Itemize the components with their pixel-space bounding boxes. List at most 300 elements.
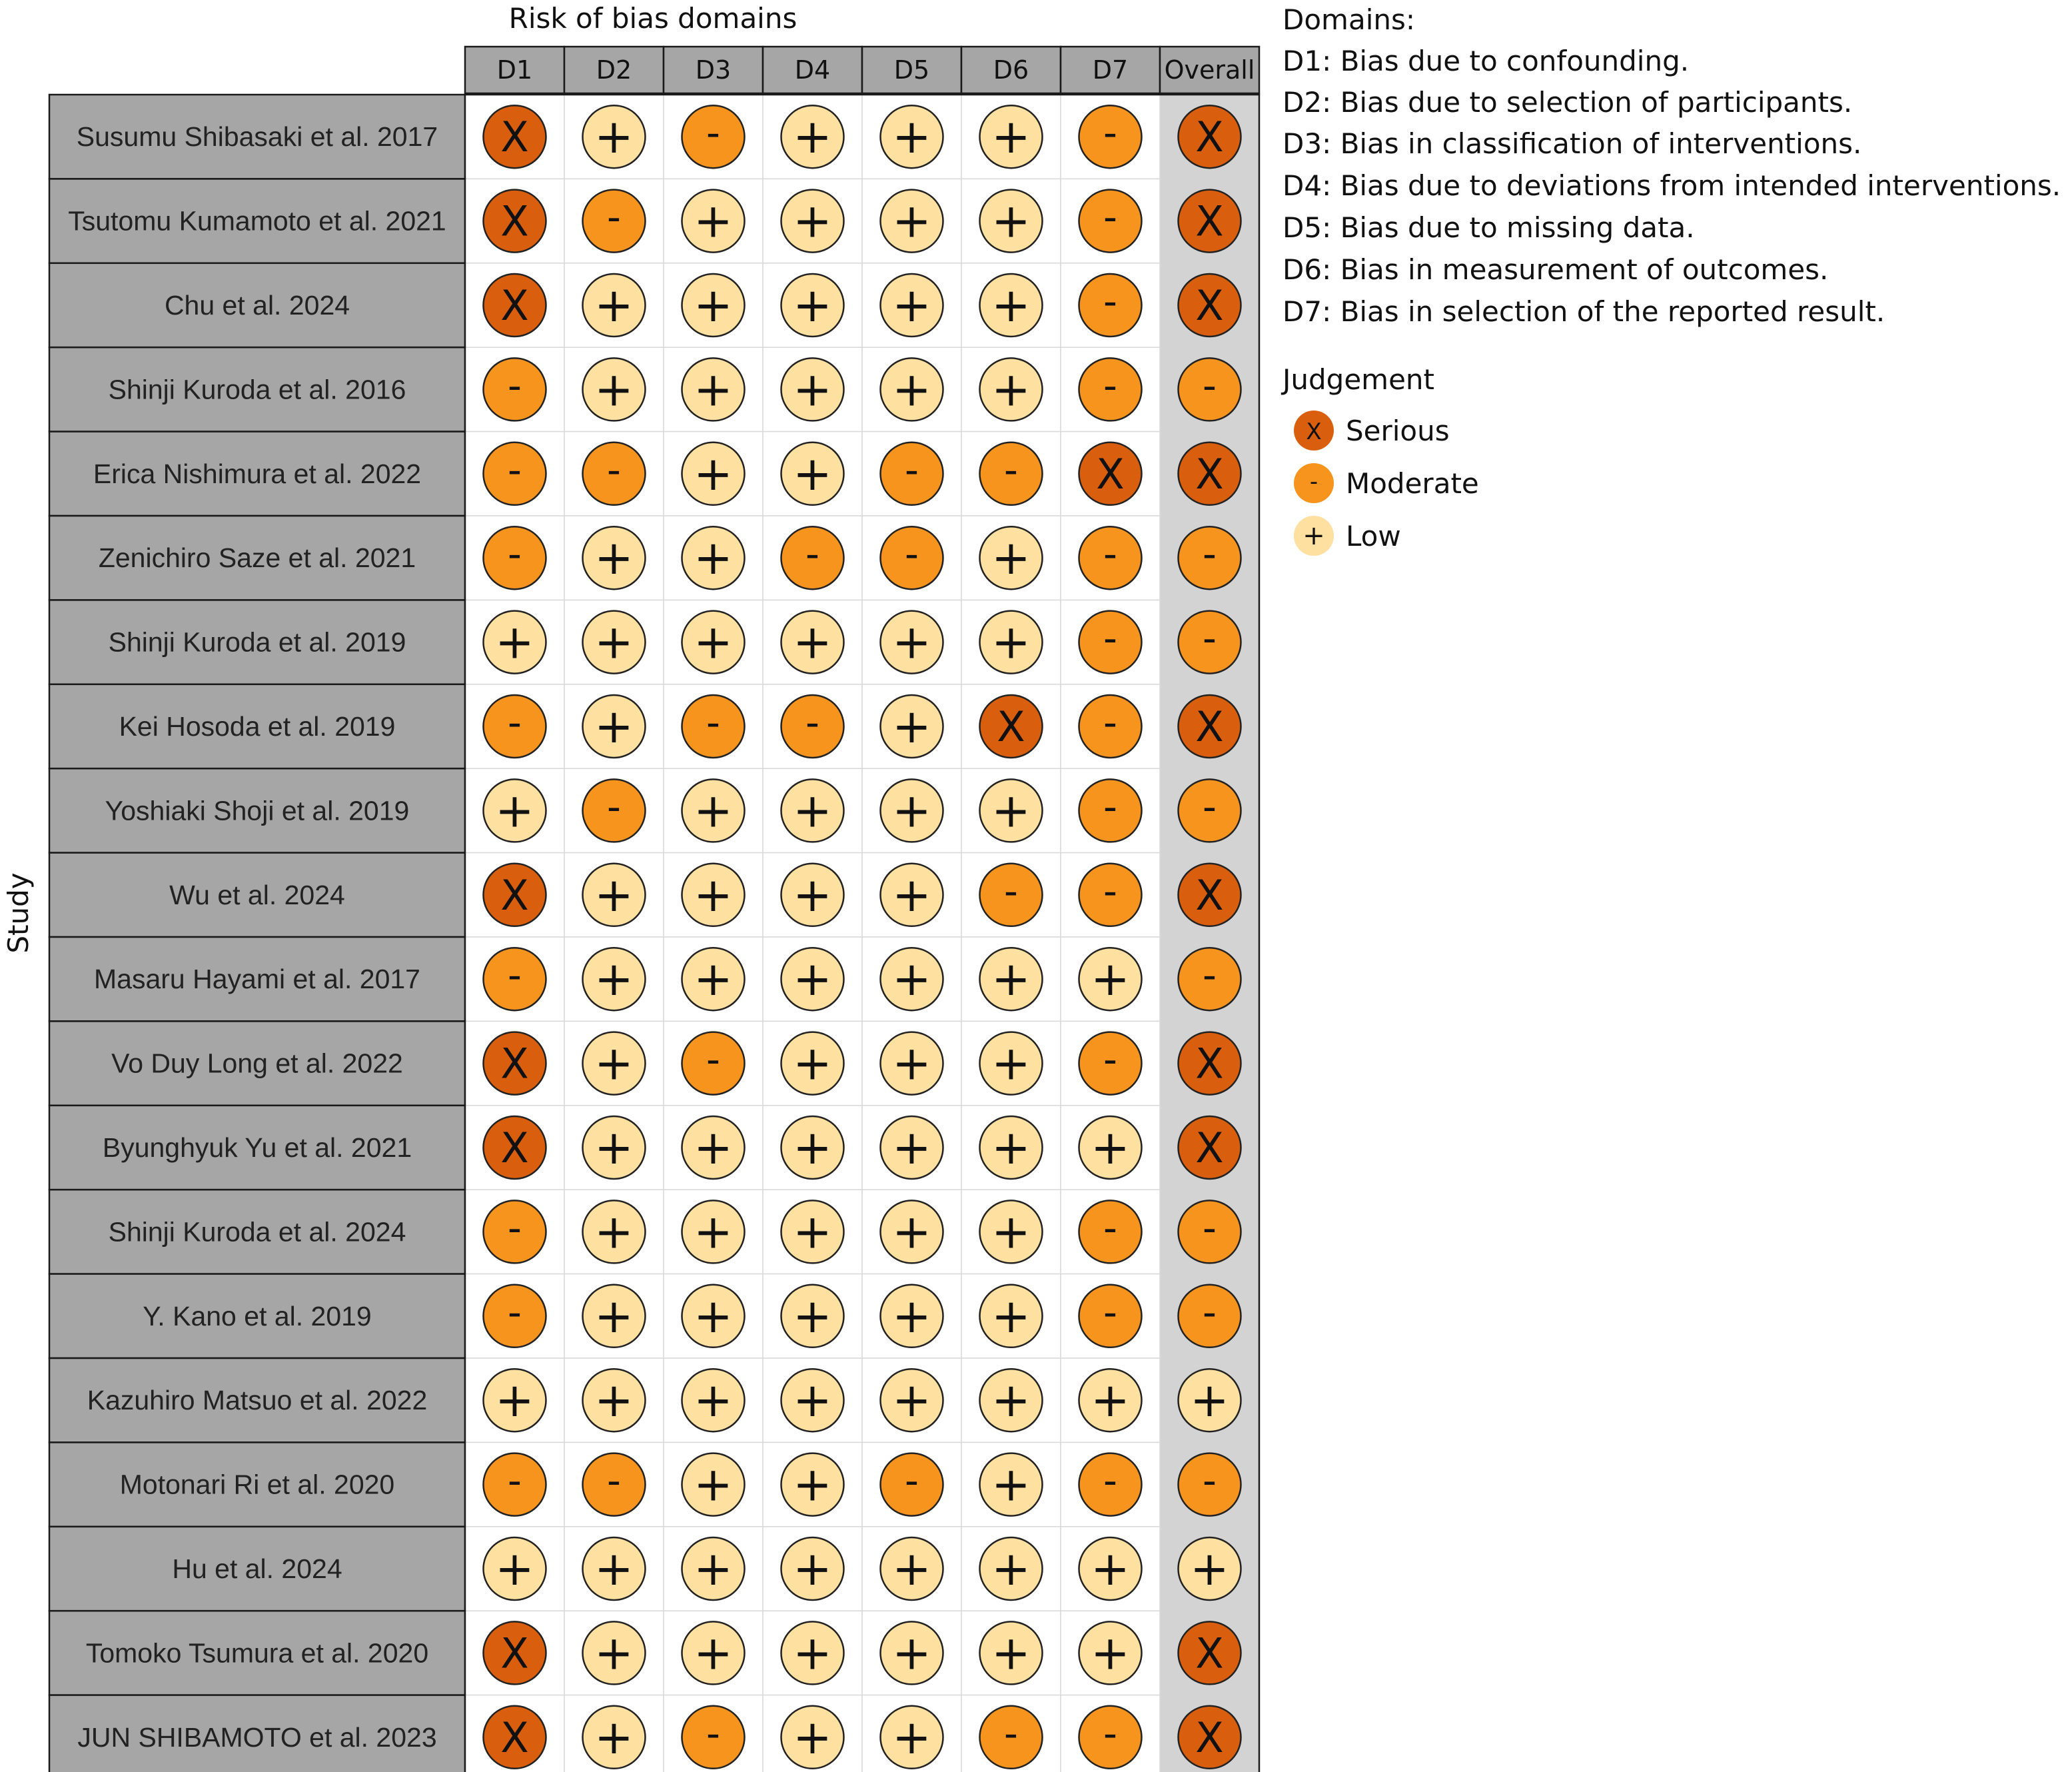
judgement-mark-low: [583, 274, 646, 337]
judgement-mark-low: [682, 1116, 745, 1179]
judgement-mark-low: [682, 1369, 745, 1431]
legend-label: Low: [1346, 520, 1401, 552]
judgement-mark-low: [881, 105, 943, 168]
overall-column-background: [1160, 95, 1259, 1772]
judgement-symbol: +: [892, 278, 931, 333]
judgement-symbol: X: [1195, 702, 1224, 751]
judgement-symbol: -: [1103, 1036, 1117, 1082]
judgement-symbol: -: [1103, 110, 1117, 156]
judgement-mark-moderate: [484, 443, 546, 505]
judgement-symbol: +: [594, 1373, 634, 1428]
judgement-symbol: X: [500, 870, 529, 920]
judgement-symbol: -: [706, 1036, 720, 1082]
judgement-mark-low: [682, 1453, 745, 1516]
judgement-symbol: +: [793, 1204, 832, 1260]
judgement-symbol: +: [991, 1541, 1031, 1596]
judgement-symbol: +: [793, 278, 832, 333]
judgement-symbol: +: [991, 362, 1031, 417]
judgement-mark-low: [682, 1200, 745, 1263]
judgement-mark-low: [881, 779, 943, 842]
judgement-mark-moderate: [1079, 1200, 1142, 1263]
judgement-mark-low: [980, 948, 1043, 1010]
judgement-mark-moderate: [881, 443, 943, 505]
judgement-symbol: +: [892, 1541, 931, 1596]
judgement-mark-low: [881, 864, 943, 926]
judgement-mark-serious: [980, 695, 1043, 758]
judgement-mark-low: [1079, 1537, 1142, 1600]
judgement-symbol: -: [1203, 784, 1217, 830]
judgement-mark-low: [682, 358, 745, 421]
judgement-mark-low: [781, 1116, 844, 1179]
judgement-symbol: +: [991, 1288, 1031, 1343]
judgement-symbol: +: [892, 109, 931, 165]
judgement-mark-moderate: [1179, 1285, 1241, 1347]
judgement-symbol: X: [997, 702, 1025, 751]
judgement-symbol: -: [905, 1457, 919, 1503]
domain-legend-item: D1: Bias due to confounding.: [1283, 45, 1690, 77]
judgement-symbol: +: [892, 1120, 931, 1175]
judgement-symbol: +: [991, 1204, 1031, 1260]
judgement-mark-low: [881, 948, 943, 1010]
judgement-symbol: +: [594, 1288, 634, 1343]
judgement-symbol: +: [991, 1036, 1031, 1091]
judgement-mark-serious: [484, 105, 546, 168]
column-header-d4: D4: [794, 55, 831, 85]
domains-legend-heading: Domains:: [1283, 3, 1416, 36]
judgement-mark-low: [980, 1285, 1043, 1347]
judgement-symbol: +: [793, 1625, 832, 1681]
judgement-mark-low: [980, 190, 1043, 253]
judgement-mark-low: [781, 443, 844, 505]
judgement-mark-low: [484, 1537, 546, 1600]
judgement-mark-moderate: [1079, 1032, 1142, 1095]
judgement-symbol: -: [1203, 615, 1217, 661]
judgement-mark-low: [781, 105, 844, 168]
judgement-symbol: +: [495, 783, 534, 838]
judgement-symbol: +: [1091, 1373, 1130, 1428]
judgement-mark-serious: [1179, 1116, 1241, 1179]
judgement-mark-low: [583, 948, 646, 1010]
judgement-symbol: +: [1091, 1625, 1130, 1681]
judgement-symbol: X: [500, 113, 529, 162]
study-label: Masaru Hayami et al. 2017: [94, 964, 420, 995]
judgement-mark-low: [583, 611, 646, 674]
judgement-symbol: -: [508, 446, 522, 492]
judgement-symbol: -: [1103, 531, 1117, 577]
judgement-mark-low: [682, 864, 745, 926]
judgement-symbol: -: [1103, 868, 1117, 914]
judgement-mark-serious: [1179, 1032, 1241, 1095]
judgement-mark-low: [484, 779, 546, 842]
study-label: Susumu Shibasaki et al. 2017: [76, 121, 438, 153]
judgement-symbol: -: [1103, 1205, 1117, 1251]
judgement-symbol: X: [1195, 1629, 1224, 1678]
judgement-mark-moderate: [881, 1453, 943, 1516]
judgement-symbol: +: [793, 952, 832, 1007]
judgement-symbol: X: [1195, 113, 1224, 162]
judgement-mark-moderate: [1079, 695, 1142, 758]
judgement-mark-low: [682, 1621, 745, 1684]
study-label: Byunghyuk Yu et al. 2021: [102, 1132, 412, 1163]
judgement-mark-low: [881, 1032, 943, 1095]
judgement-mark-low: [980, 1621, 1043, 1684]
study-label: Shinji Kuroda et al. 2016: [108, 374, 406, 405]
judgement-mark-low: [583, 526, 646, 589]
judgement-symbol: +: [892, 1036, 931, 1091]
judgement-symbol: -: [508, 1205, 522, 1251]
judgement-mark-serious: [1179, 274, 1241, 337]
judgement-mark-serious: [484, 274, 546, 337]
column-header-d2: D2: [596, 55, 632, 85]
judgement-mark-low: [583, 695, 646, 758]
judgement-symbol: +: [495, 1541, 534, 1596]
study-label: Tsutomu Kumamoto et al. 2021: [68, 205, 446, 237]
judgement-mark-low: [781, 1285, 844, 1347]
study-label: Hu et al. 2024: [172, 1553, 342, 1584]
judgement-mark-moderate: [1079, 274, 1142, 337]
judgement-mark-low: [980, 1116, 1043, 1179]
judgement-mark-low: [881, 1369, 943, 1431]
judgement-legend-item-moderate: [1294, 463, 1479, 503]
judgement-mark-serious: [1179, 105, 1241, 168]
judgement-symbol: -: [508, 952, 522, 998]
judgement-symbol: +: [793, 362, 832, 417]
judgement-symbol: +: [892, 193, 931, 249]
judgement-symbol: +: [793, 446, 832, 501]
study-label: Kazuhiro Matsuo et al. 2022: [87, 1385, 428, 1416]
legend-swatch-symbol: X: [1306, 419, 1322, 445]
judgement-symbol: X: [1195, 1039, 1224, 1088]
chart-title: Risk of bias domains: [508, 2, 797, 35]
judgement-legend-item-serious: [1294, 411, 1450, 450]
judgement-mark-serious: [484, 1116, 546, 1179]
judgement-symbol: +: [892, 867, 931, 922]
judgement-symbol: -: [1203, 1289, 1217, 1335]
judgement-symbol: -: [508, 700, 522, 745]
y-axis-label: Study: [2, 872, 35, 954]
judgement-symbol: +: [793, 614, 832, 670]
study-label: Chu et al. 2024: [164, 290, 350, 321]
judgement-mark-moderate: [1079, 611, 1142, 674]
judgement-symbol: -: [1103, 1289, 1117, 1335]
judgement-symbol: +: [594, 109, 634, 165]
judgement-mark-low: [980, 526, 1043, 589]
judgement-mark-low: [583, 358, 646, 421]
judgement-symbol: +: [892, 699, 931, 754]
study-label: Erica Nishimura et al. 2022: [93, 458, 422, 489]
judgement-mark-moderate: [1079, 105, 1142, 168]
judgement-mark-low: [881, 190, 943, 253]
judgement-mark-low: [484, 1369, 546, 1431]
column-header-d6: D6: [993, 55, 1029, 85]
judgement-symbol: +: [694, 446, 733, 501]
study-label: Tomoko Tsumura et al. 2020: [85, 1637, 429, 1669]
judgement-symbol: +: [694, 783, 733, 838]
domain-legend-item: D2: Bias due to selection of participants.: [1283, 86, 1853, 119]
judgement-mark-low: [881, 1537, 943, 1600]
judgement-symbol: -: [1004, 868, 1018, 914]
judgement-symbol: +: [991, 614, 1031, 670]
judgement-symbol: +: [694, 193, 733, 249]
judgement-mark-serious: [484, 1621, 546, 1684]
judgement-symbol: -: [805, 700, 819, 745]
judgement-mark-low: [682, 1285, 745, 1347]
judgement-symbol: +: [793, 1709, 832, 1765]
judgement-symbol: +: [991, 952, 1031, 1007]
judgement-symbol: X: [1096, 449, 1125, 498]
judgement-mark-moderate: [1179, 358, 1241, 421]
study-label: Wu et al. 2024: [169, 879, 345, 910]
study-label: Vo Duy Long et al. 2022: [111, 1048, 403, 1079]
judgement-mark-low: [781, 779, 844, 842]
judgement-mark-low: [781, 358, 844, 421]
legend-label: Serious: [1346, 415, 1450, 447]
column-header-d5: D5: [893, 55, 930, 85]
study-rows: [49, 95, 1259, 1772]
judgement-symbol: +: [1190, 1541, 1229, 1596]
judgement-symbol: +: [694, 1625, 733, 1681]
judgement-mark-moderate: [1179, 526, 1241, 589]
judgement-mark-low: [583, 1285, 646, 1347]
judgement-symbol: -: [607, 784, 621, 830]
domain-legend-item: D7: Bias in selection of the reported result.: [1283, 295, 1885, 328]
judgement-symbol: +: [892, 1709, 931, 1765]
judgement-symbol: +: [892, 362, 931, 417]
judgement-mark-low: [682, 274, 745, 337]
judgement-mark-moderate: [781, 526, 844, 589]
judgement-mark-serious: [484, 1706, 546, 1769]
judgement-mark-low: [881, 1285, 943, 1347]
judgement-symbol: +: [991, 193, 1031, 249]
judgement-mark-serious: [1179, 443, 1241, 505]
judgement-symbol: X: [1195, 870, 1224, 920]
judgement-mark-moderate: [484, 695, 546, 758]
judgement-mark-serious: [484, 190, 546, 253]
judgement-symbol: +: [892, 783, 931, 838]
judgement-mark-moderate: [1179, 611, 1241, 674]
judgement-symbol: -: [905, 446, 919, 492]
judgement-symbol: +: [594, 530, 634, 586]
legend-swatch-symbol: -: [1309, 468, 1318, 495]
judgement-mark-moderate: [781, 695, 844, 758]
judgement-mark-low: [682, 779, 745, 842]
judgement-symbol: +: [991, 1373, 1031, 1428]
judgement-symbol: X: [500, 1039, 529, 1088]
judgement-symbol: -: [1103, 1710, 1117, 1756]
judgement-mark-low: [980, 358, 1043, 421]
study-label: Zenichiro Saze et al. 2021: [98, 542, 416, 574]
study-label: Kei Hosoda et al. 2019: [119, 711, 396, 742]
judgement-symbol: +: [694, 952, 733, 1007]
judgement-symbol: -: [508, 1457, 522, 1503]
judgement-mark-low: [781, 1032, 844, 1095]
judgement-symbol: X: [1195, 197, 1224, 246]
judgement-symbol: +: [991, 1120, 1031, 1175]
judgement-symbol: X: [500, 281, 529, 330]
judgement-mark-low: [980, 274, 1043, 337]
judgement-mark-moderate: [583, 1453, 646, 1516]
judgement-symbol: -: [905, 531, 919, 577]
judgement-symbol: +: [793, 1541, 832, 1596]
judgement-symbol: +: [892, 952, 931, 1007]
judgement-mark-low: [1079, 1621, 1142, 1684]
judgement-symbol: -: [1203, 1205, 1217, 1251]
judgement-mark-low: [583, 1537, 646, 1600]
judgement-mark-moderate: [1079, 526, 1142, 589]
judgement-mark-moderate: [1179, 948, 1241, 1010]
judgement-symbol: -: [607, 446, 621, 492]
judgement-mark-low: [781, 1706, 844, 1769]
judgement-symbol: -: [1103, 784, 1117, 830]
judgement-symbol: +: [793, 1288, 832, 1343]
judgement-symbol: +: [694, 1120, 733, 1175]
judgement-mark-serious: [1179, 1706, 1241, 1769]
judgement-symbol: -: [1103, 1457, 1117, 1503]
judgement-mark-low: [881, 1200, 943, 1263]
judgement-mark-low: [781, 864, 844, 926]
judgement-symbol: +: [1091, 952, 1130, 1007]
judgement-mark-low: [980, 1537, 1043, 1600]
judgement-symbol: -: [508, 531, 522, 577]
judgement-symbol: X: [1195, 1713, 1224, 1762]
judgement-symbol: +: [495, 614, 534, 670]
judgement-symbol: -: [1203, 363, 1217, 409]
judgement-symbol: -: [1103, 194, 1117, 240]
judgement-symbol: -: [1103, 363, 1117, 409]
judgement-mark-low: [583, 1116, 646, 1179]
column-header-d7: D7: [1092, 55, 1129, 85]
judgement-mark-low: [583, 1032, 646, 1095]
judgement-mark-low: [682, 443, 745, 505]
judgement-mark-moderate: [484, 1200, 546, 1263]
judgement-symbol: +: [594, 1541, 634, 1596]
judgement-mark-low: [980, 1032, 1043, 1095]
judgement-symbol: +: [694, 1288, 733, 1343]
judgement-mark-moderate: [881, 526, 943, 589]
judgement-mark-low: [881, 1621, 943, 1684]
judgement-symbol: -: [1203, 531, 1217, 577]
judgement-mark-moderate: [1079, 1706, 1142, 1769]
judgement-mark-low: [781, 274, 844, 337]
judgement-mark-moderate: [484, 948, 546, 1010]
judgement-mark-low: [781, 1200, 844, 1263]
judgement-mark-moderate: [682, 105, 745, 168]
judgement-mark-low: [583, 1706, 646, 1769]
judgement-mark-serious: [1179, 1621, 1241, 1684]
judgement-symbol: +: [694, 530, 733, 586]
study-label: Yoshiaki Shoji et al. 2019: [105, 795, 410, 826]
judgement-mark-low: [1079, 948, 1142, 1010]
judgement-mark-low: [781, 611, 844, 674]
judgement-symbol: +: [694, 1373, 733, 1428]
judgement-symbol: +: [594, 1204, 634, 1260]
judgement-symbol: +: [793, 1120, 832, 1175]
judgement-mark-low: [682, 611, 745, 674]
judgement-mark-low: [781, 1621, 844, 1684]
domain-legend-item: D3: Bias in classification of interventions.: [1283, 127, 1862, 160]
judgement-mark-moderate: [484, 358, 546, 421]
judgement-symbol: +: [694, 278, 733, 333]
judgement-symbol: -: [706, 110, 720, 156]
judgement-symbol: X: [1195, 449, 1224, 498]
judgement-mark-low: [781, 1537, 844, 1600]
judgement-symbol: +: [594, 278, 634, 333]
judgement-mark-low: [583, 1621, 646, 1684]
judgement-mark-low: [980, 1369, 1043, 1431]
judgement-mark-low: [881, 274, 943, 337]
judgement-mark-moderate: [484, 526, 546, 589]
judgement-mark-low: [484, 611, 546, 674]
domain-headers: [465, 47, 1259, 93]
judgement-mark-serious: [484, 1032, 546, 1095]
judgement-mark-low: [781, 948, 844, 1010]
judgement-symbol: +: [991, 1625, 1031, 1681]
judgement-symbol: +: [793, 109, 832, 165]
study-label: Shinji Kuroda et al. 2019: [108, 626, 406, 658]
judgement-symbol: +: [594, 699, 634, 754]
judgement-mark-low: [583, 1200, 646, 1263]
judgement-symbol: -: [607, 1457, 621, 1503]
judgement-mark-low: [881, 611, 943, 674]
judgement-mark-moderate: [1179, 779, 1241, 842]
judgement-mark-moderate: [583, 443, 646, 505]
judgement-symbol: X: [500, 1124, 529, 1172]
judgement-legend-heading: Judgement: [1283, 363, 1435, 396]
judgement-symbol: +: [1091, 1541, 1130, 1596]
judgement-symbol: +: [594, 362, 634, 417]
judgement-mark-low: [1079, 1116, 1142, 1179]
study-label: Shinji Kuroda et al. 2024: [108, 1216, 406, 1248]
judgement-symbol: -: [1103, 615, 1117, 661]
judgement-mark-low: [980, 611, 1043, 674]
domain-legend-item: D6: Bias in measurement of outcomes.: [1283, 253, 1829, 286]
judgement-symbol: +: [991, 109, 1031, 165]
judgement-mark-moderate: [682, 1706, 745, 1769]
judgement-symbol: +: [594, 952, 634, 1007]
judgement-symbol: -: [508, 363, 522, 409]
judgement-symbol: +: [793, 783, 832, 838]
judgement-mark-serious: [1179, 695, 1241, 758]
judgement-mark-low: [1179, 1369, 1241, 1431]
judgement-mark-moderate: [980, 864, 1043, 926]
judgement-symbol: +: [793, 1036, 832, 1091]
judgement-mark-low: [980, 105, 1043, 168]
judgement-mark-low: [1079, 1369, 1142, 1431]
judgement-symbol: +: [892, 1625, 931, 1681]
judgement-symbol: +: [594, 1625, 634, 1681]
judgement-symbol: X: [1195, 281, 1224, 330]
judgement-mark-serious: [484, 864, 546, 926]
judgement-symbol: +: [495, 1373, 534, 1428]
judgement-symbol: -: [1004, 446, 1018, 492]
judgement-mark-moderate: [1079, 358, 1142, 421]
judgement-mark-moderate: [980, 443, 1043, 505]
judgement-symbol: -: [805, 531, 819, 577]
judgement-symbol: -: [1103, 279, 1117, 324]
judgement-mark-low: [781, 1453, 844, 1516]
judgement-mark-serious: [1179, 190, 1241, 253]
judgement-mark-low: [583, 1369, 646, 1431]
domains-legend: [1283, 3, 2061, 328]
judgement-symbol: X: [500, 1629, 529, 1678]
judgement-mark-low: [682, 526, 745, 589]
judgement-mark-moderate: [980, 1706, 1043, 1769]
judgement-symbol: +: [793, 1457, 832, 1512]
judgement-mark-moderate: [1079, 779, 1142, 842]
judgement-symbol: +: [694, 867, 733, 922]
judgement-symbol: -: [1203, 1457, 1217, 1503]
judgement-symbol: +: [793, 193, 832, 249]
